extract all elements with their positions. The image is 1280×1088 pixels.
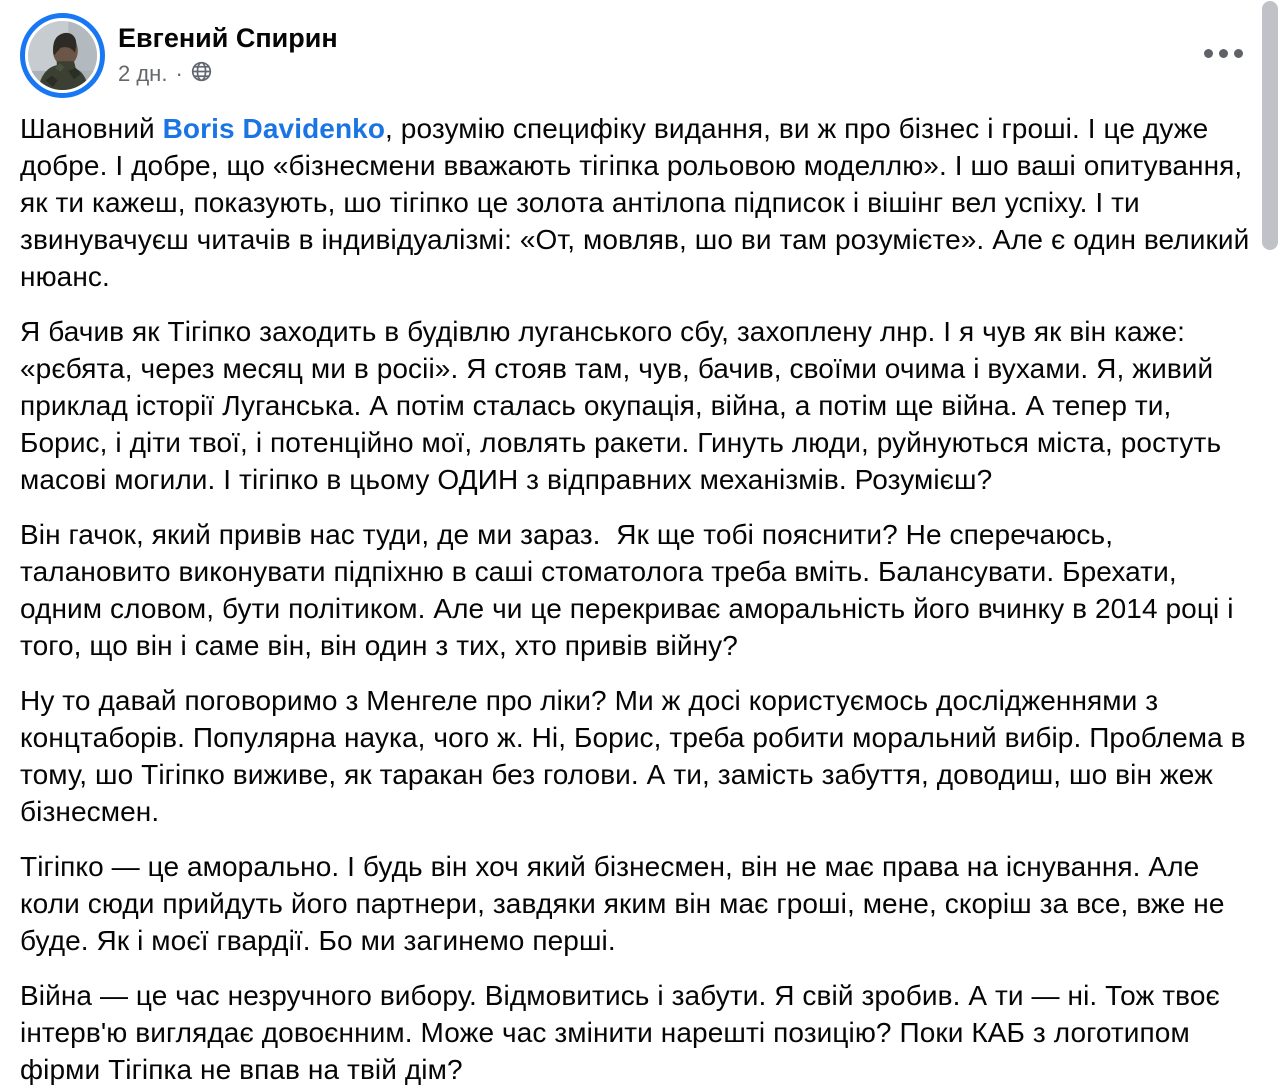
paragraph: Я бачив як Тігіпко заходить в будівлю луганського сбу, захоплену лнр. І я чув як він каже: «рєбята, через месяц ми в росіі». Я стояв там, чув, бачив, своїми очима і вухами. Я, живий приклад історії Луганська. А потім сталась окупація, війна, а потім ще війна. А тепер ти, Борис, і діти твої, і потенційно мої, ловлять ракети. Гинуть люди, руйнуються міста, ростуть масові могили. І тігіпко в цьому ОДИН з відправних механізмів. Розумієш? <box>20 316 1230 495</box>
profile-photo-image <box>28 21 97 90</box>
paragraph-text: Шановний <box>20 113 163 144</box>
paragraph: Війна — це час незручного вибору. Відмовитись і забути. Я свій зробив. А ти — ні. Тож твоє інтерв'ю виглядає довоєнним. Може час змінити нарешті позицію? Поки КАБ з логотипом фірми Тігіпка не впав на твій дім? <box>20 980 1228 1085</box>
paragraph-text: , розумію специфіку видання, ви ж про бізнес і гроші. І це дуже добре. І добре, що «бізнесмени вважають тігіпка рольовою моделлю». І шо ваші опитування, як ти кажеш, показують, шо тігіпко це золота антілопа підписок і вішінг вел успіху. І ти звинувачуєш читачів в індивідуалізмі: «От, мовляв, шо ви там розумієте». Але є один великий нюанс. <box>20 113 1258 292</box>
ellipsis-icon <box>1234 49 1243 58</box>
post-options-button[interactable] <box>1198 43 1249 64</box>
post-text <box>20 110 1258 1088</box>
post-header <box>20 13 1255 98</box>
post-meta <box>118 59 338 88</box>
mention-link[interactable]: Boris Davidenko <box>162 113 386 144</box>
scrollbar-thumb[interactable] <box>1262 1 1278 250</box>
timestamp-link[interactable]: 2 дн. <box>118 60 168 86</box>
paragraph: Тігіпко — це аморально. І будь він хоч який бізнесмен, він не має права на існування. Але коли сюди прийдуть його партнери, завдяки яким він має гроші, мене, скоріш за все, вже не буде. Як і моєї гвардії. Бо ми загинемо перші. <box>20 851 1233 956</box>
post-header-text <box>118 23 338 88</box>
globe-icon <box>191 61 212 88</box>
paragraph: Він гачок, який привів нас туди, де ми зараз. Як ще тобі пояснити? Не сперечаюсь, талановито виконувати підпіхню в саші стоматолога треба вміть. Балансувати. Брехати, одним словом, бути політиком. Але чи це перекриває аморальність його вчинку в 2014 році і того, що він і саме він, він один з тих, хто привів війну? <box>20 519 1242 661</box>
paragraph <box>20 110 1258 295</box>
ellipsis-icon <box>1219 49 1228 58</box>
meta-separator: · <box>175 60 183 86</box>
ellipsis-icon <box>1204 49 1213 58</box>
author-name-link[interactable]: Евгений Спирин <box>118 23 338 53</box>
profile-photo <box>28 21 97 90</box>
paragraph: Ну то давай поговоримо з Менгеле про ліки? Ми ж досі користуємось дослідженнями з концтаборів. Популярна наука, чого ж. Ні, Борис, треба робити моральний вибір. Проблема в тому, шо Тігіпко виживе, як таракан без голови. А ти, замість забуття, доводиш, шо він жеж бізнесмен. <box>20 685 1254 827</box>
avatar[interactable] <box>20 13 105 98</box>
